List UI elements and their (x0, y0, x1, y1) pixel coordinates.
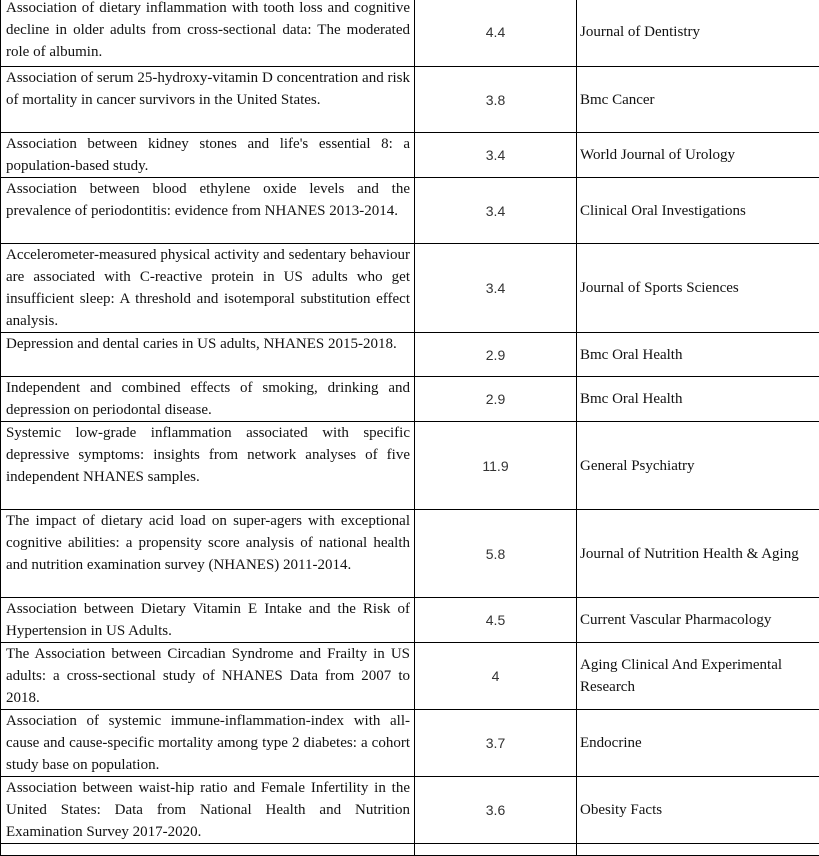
table-row (1, 0, 819, 67)
table-row (1, 67, 819, 133)
article-title: Systemic low-grade inflammation associated with specific depressive symptoms: insights from network analyses of five independent NHANES samples. (6, 422, 410, 488)
impact-factor: 3.4 (415, 133, 577, 178)
impact-factor: 2.9 (415, 377, 577, 422)
table-row (1, 510, 819, 598)
table-row (1, 710, 819, 777)
table-row (1, 598, 819, 643)
article-title: Association of dietary inflammation with tooth loss and cognitive decline in older adults from cross-sectional data: The moderated role of albumin. (6, 0, 410, 63)
journal-name: Aging Clinical And Experimental Research (577, 643, 819, 710)
article-title-cell (1, 777, 415, 844)
journal-name: Journal of Sports Sciences (577, 244, 819, 333)
article-title-cell (1, 643, 415, 710)
article-title: The impact of dietary acid load on super-agers with exceptional cognitive abilities: a propensity score analysis of national health and nutrition examination survey (NHANES) 2011-2014. (6, 510, 410, 576)
journal-name: Clinical Oral Investigations (577, 178, 819, 244)
impact-factor: 11.9 (415, 422, 577, 510)
journal-name: Current Vascular Pharmacology (577, 598, 819, 643)
impact-factor: 3.7 (415, 710, 577, 777)
journal-name: Endocrine (577, 710, 819, 777)
impact-factor: 3.8 (415, 67, 577, 133)
table-row (1, 333, 819, 377)
table-row (1, 777, 819, 844)
journal-name: Bmc Oral Health (577, 333, 819, 377)
article-title-cell (1, 67, 415, 133)
article-title: Depression and dental caries in US adults, NHANES 2015-2018. (6, 333, 410, 355)
impact-factor: 4.5 (415, 598, 577, 643)
article-title: Independent and combined effects of smoking, drinking and depression on periodontal disease. (6, 377, 410, 421)
journal-name: World Journal of Urology (577, 133, 819, 178)
journal-name: General Psychiatry (577, 422, 819, 510)
impact-factor: 3.4 (415, 178, 577, 244)
table-row (1, 377, 819, 422)
journal-name: Obesity Facts (577, 777, 819, 844)
article-title: Association between kidney stones and life's essential 8: a population-based study. (6, 133, 410, 177)
article-title: Association between blood ethylene oxide levels and the prevalence of periodontitis: evidence from NHANES 2013-2014. (6, 178, 410, 222)
impact-factor: 5.8 (415, 510, 577, 598)
article-title-cell (1, 133, 415, 178)
journal-name: Bmc Cancer (577, 67, 819, 133)
article-title-cell (1, 710, 415, 777)
article-title-cell (1, 178, 415, 244)
table-row (1, 178, 819, 244)
article-title: Accelerometer-measured physical activity and sedentary behaviour are associated with C-reactive protein in US adults who get insufficient sleep: A threshold and isotemporal substitution effect analysis. (6, 244, 410, 332)
journal-name: Journal of Dentistry (577, 0, 819, 67)
article-title: Association of systemic immune-inflammation-index with all-cause and cause-specific mortality among type 2 diabetes: a cohort study base on population. (6, 710, 410, 776)
article-title-cell (1, 244, 415, 333)
table-row (1, 133, 819, 178)
journal-name: Bmc Oral Health (577, 377, 819, 422)
table-row (1, 643, 819, 710)
article-title-cell (1, 422, 415, 510)
article-title-cell (1, 333, 415, 377)
table-row (1, 244, 819, 333)
impact-factor: 4 (415, 643, 577, 710)
impact-factor: 3.6 (415, 777, 577, 844)
impact-factor: 4.4 (415, 0, 577, 67)
impact-factor: 3.4 (415, 244, 577, 333)
article-title-cell (1, 377, 415, 422)
article-title: The Association between Circadian Syndrome and Frailty in US adults: a cross-sectional study of NHANES Data from 2007 to 2018. (6, 643, 410, 709)
table-row (1, 422, 819, 510)
article-title: Association between waist-hip ratio and Female Infertility in the United States: Data from National Health and Nutrition Examination Survey 2017-2020. (6, 777, 410, 843)
article-title: Association between Dietary Vitamin E Intake and the Risk of Hypertension in US Adults. (6, 598, 410, 642)
article-title: Association of serum 25-hydroxy-vitamin D concentration and risk of mortality in cancer survivors in the United States. (6, 67, 410, 111)
impact-factor: 2.9 (415, 333, 577, 377)
article-title-cell (1, 510, 415, 598)
journal-name: Journal of Nutrition Health & Aging (577, 510, 819, 598)
article-title-cell (1, 0, 415, 67)
article-title-cell (1, 598, 415, 643)
